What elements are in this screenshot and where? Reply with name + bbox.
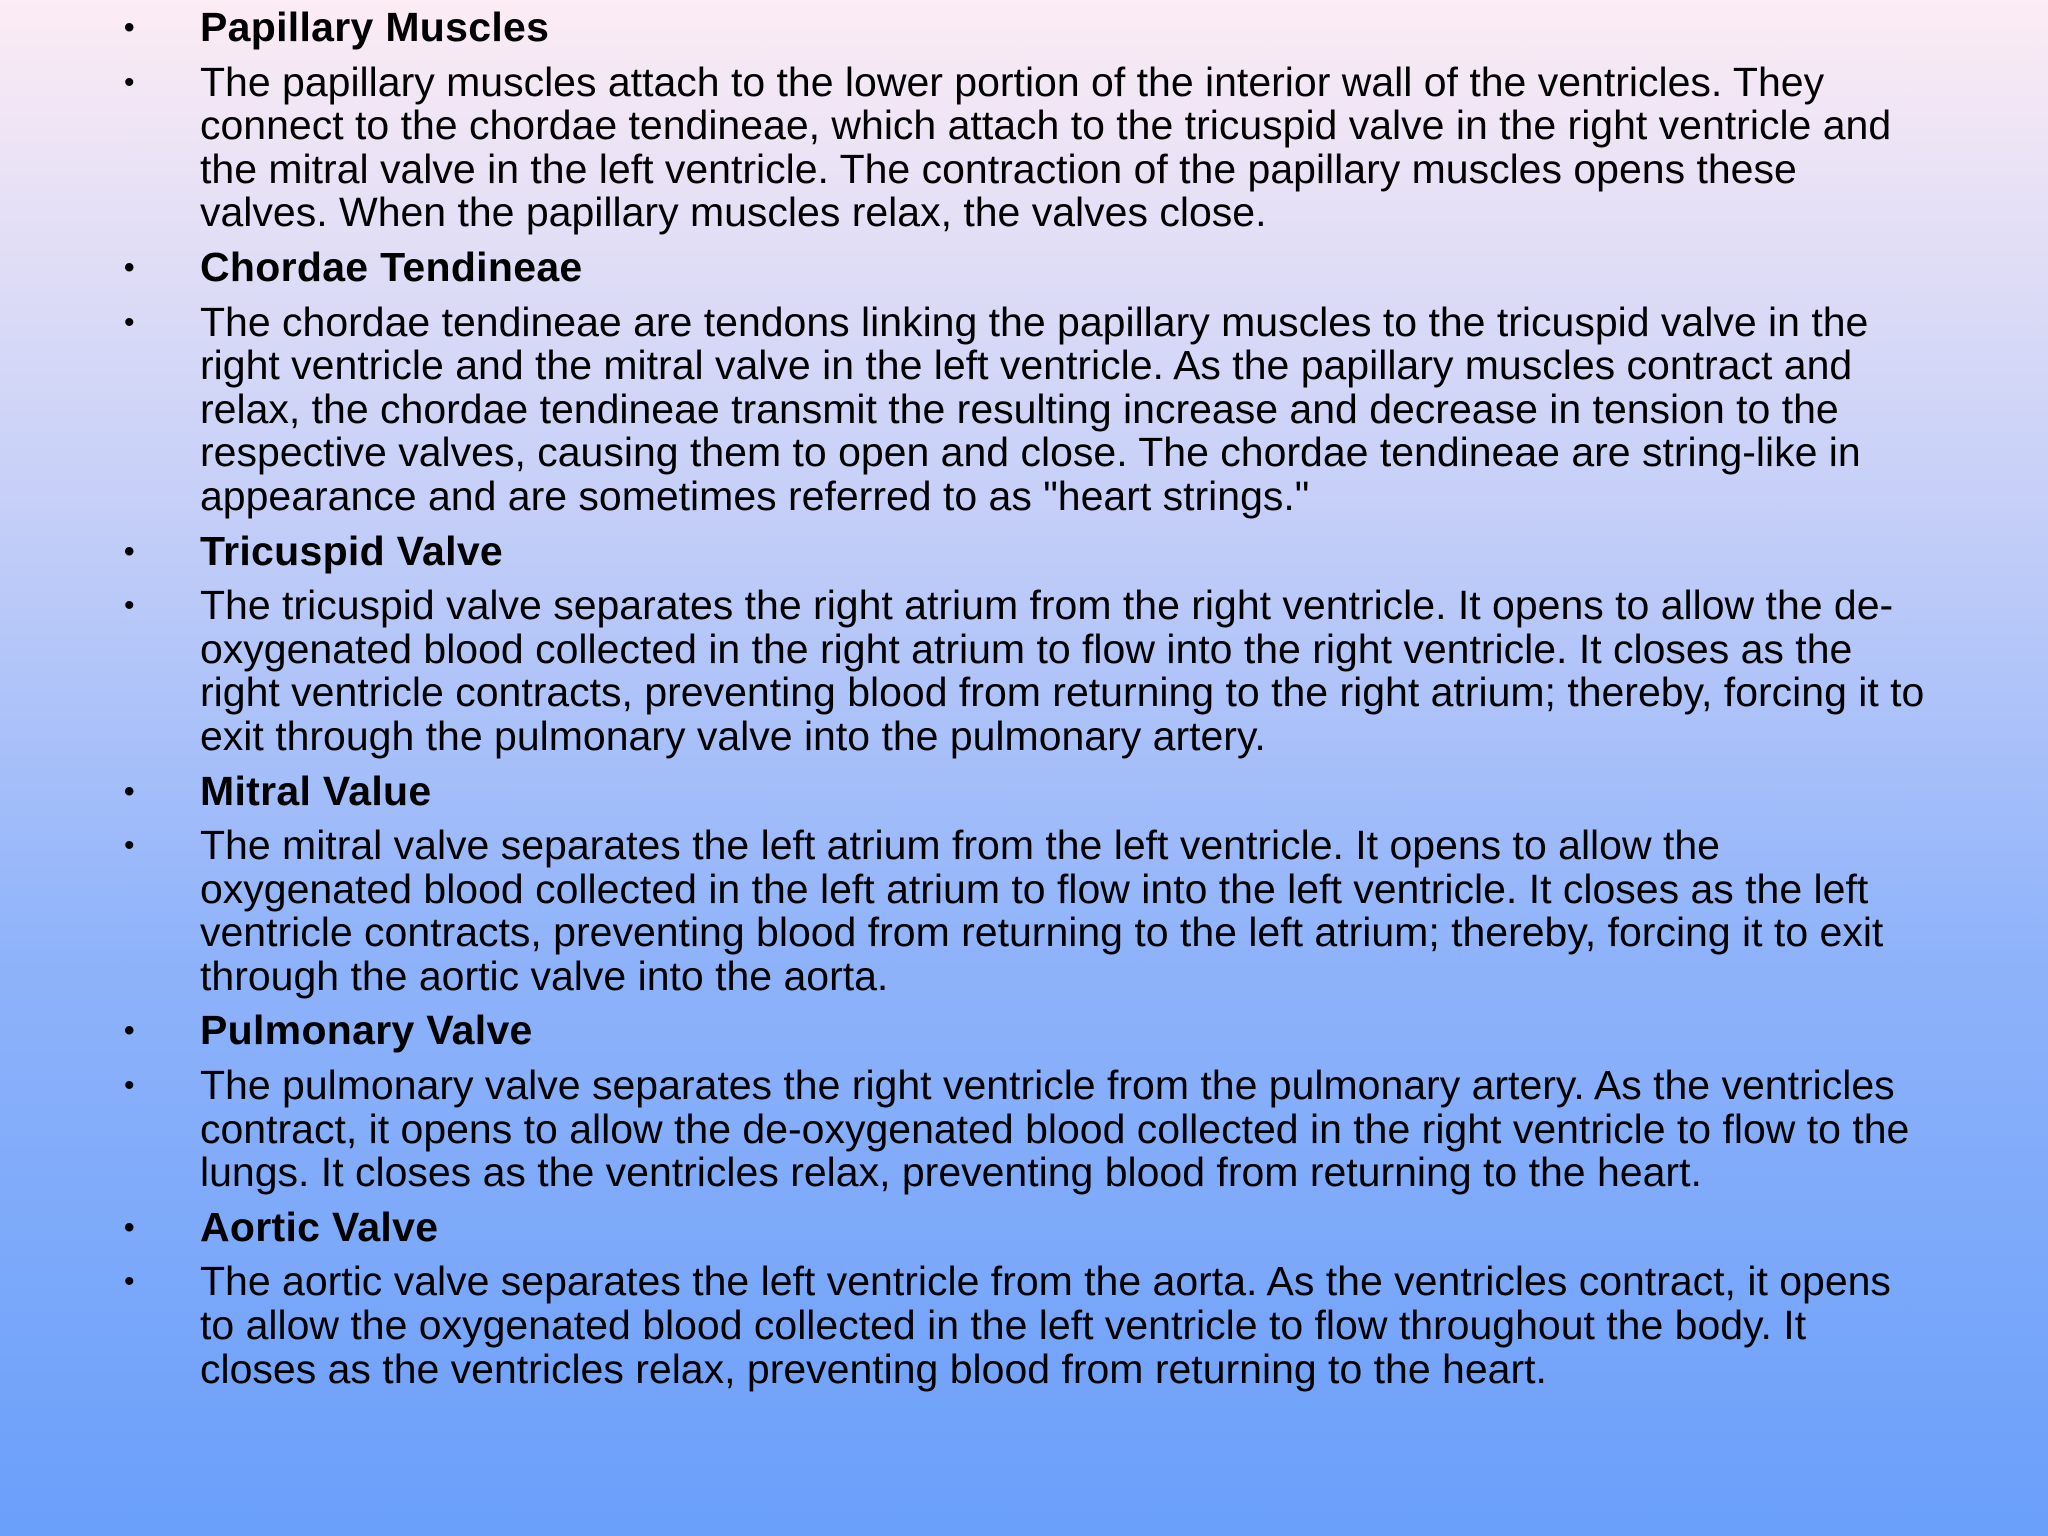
- bullet-heading-text: Chordae Tendineae: [200, 243, 583, 290]
- bullet-heading-papillary-muscles: [0, 6, 2048, 50]
- bullet-heading-tricuspid-valve: [0, 527, 2048, 574]
- bullet-icon: •: [124, 11, 135, 44]
- bullet-icon: •: [124, 65, 135, 99]
- bullet-icon: •: [124, 1210, 135, 1244]
- bullet-list: [0, 6, 2048, 1402]
- bullet-icon: •: [124, 829, 135, 863]
- bullet-heading-aortic-valve: [0, 1203, 2048, 1250]
- bullet-icon: •: [124, 774, 135, 808]
- bullet-icon: •: [124, 1069, 135, 1103]
- bullet-icon: •: [124, 1014, 135, 1048]
- bullet-body-text: The mitral valve separates the left atrium from the left ventricle. It opens to allow the oxygenated blood collected in the left atrium to flow into the left ventricle. It closes as the left ventricle contracts, preventing blood from returning to the left atrium; thereby, forcing it to exit through the aortic valve into the aorta.: [200, 822, 1884, 999]
- bullet-heading-text: Mitral Value: [200, 767, 432, 814]
- bullet-heading-pulmonary-valve: [0, 1009, 2048, 1053]
- bullet-icon: •: [124, 589, 135, 623]
- bullet-body-text: The chordae tendineae are tendons linking the papillary muscles to the tricuspid valve in the right ventricle and the mitral valve in the left ventricle. As the papillary muscles contract and relax, the chordae tendineae transmit the resulting increase and decrease in tension to the respective valves, causing them to open and close. The chordae tendineae are string-like in appearance and are sometimes referred to as "heart strings.": [200, 298, 1869, 519]
- bullet-heading-text: Aortic Valve: [200, 1203, 439, 1250]
- bullet-body-text: The tricuspid valve separates the right atrium from the right ventricle. It opens to allow the de-oxygenated blood collected in the right atrium to flow into the right ventricle. It closes as the right ventricle contracts, preventing blood from returning to the right atrium; thereby, forcing it to exit through the pulmonary valve into the pulmonary artery.: [200, 582, 1925, 759]
- bullet-icon: •: [124, 250, 135, 284]
- bullet-body-chordae-tendineae: [0, 298, 2048, 519]
- bullet-body-tricuspid-valve: [0, 584, 2048, 758]
- bullet-icon: •: [124, 1265, 135, 1299]
- bullet-body-text: The pulmonary valve separates the right ventricle from the pulmonary artery. As the ventricles contract, it opens to allow the de-oxygenated blood collected in the right ventricle to flow to the lungs. It closes as the ventricles relax, preventing blood from returning to the heart.: [200, 1062, 1910, 1196]
- bullet-icon: •: [124, 305, 135, 339]
- bullet-heading-chordae-tendineae: [0, 243, 2048, 290]
- bullet-heading-mitral-value: [0, 767, 2048, 814]
- bullet-body-text: The aortic valve separates the left ventricle from the aorta. As the ventricles contract, it opens to allow the oxygenated blood collected in the left ventricle to flow throughout the body. It closes as the ventricles relax, preventing blood from returning to the heart.: [200, 1258, 1891, 1392]
- bullet-heading-text: Pulmonary Valve: [200, 1007, 533, 1054]
- bullet-body-pulmonary-valve: [0, 1064, 2048, 1195]
- bullet-body-mitral-value: [0, 824, 2048, 998]
- bullet-body-text: The papillary muscles attach to the lower portion of the interior wall of the ventricles. They connect to the chordae tendineae, which attach to the tricuspid valve in the right ventricle and the mitral valve in the left ventricle. The contraction of the papillary muscles opens these valves. When the papillary muscles relax, the valves close.: [200, 58, 1892, 236]
- bullet-body-papillary-muscles: [0, 58, 2048, 236]
- bullet-heading-text: Papillary Muscles: [200, 4, 550, 50]
- bullet-icon: •: [124, 534, 135, 568]
- bullet-heading-text: Tricuspid Valve: [200, 527, 504, 574]
- bullet-body-aortic-valve: [0, 1260, 2048, 1391]
